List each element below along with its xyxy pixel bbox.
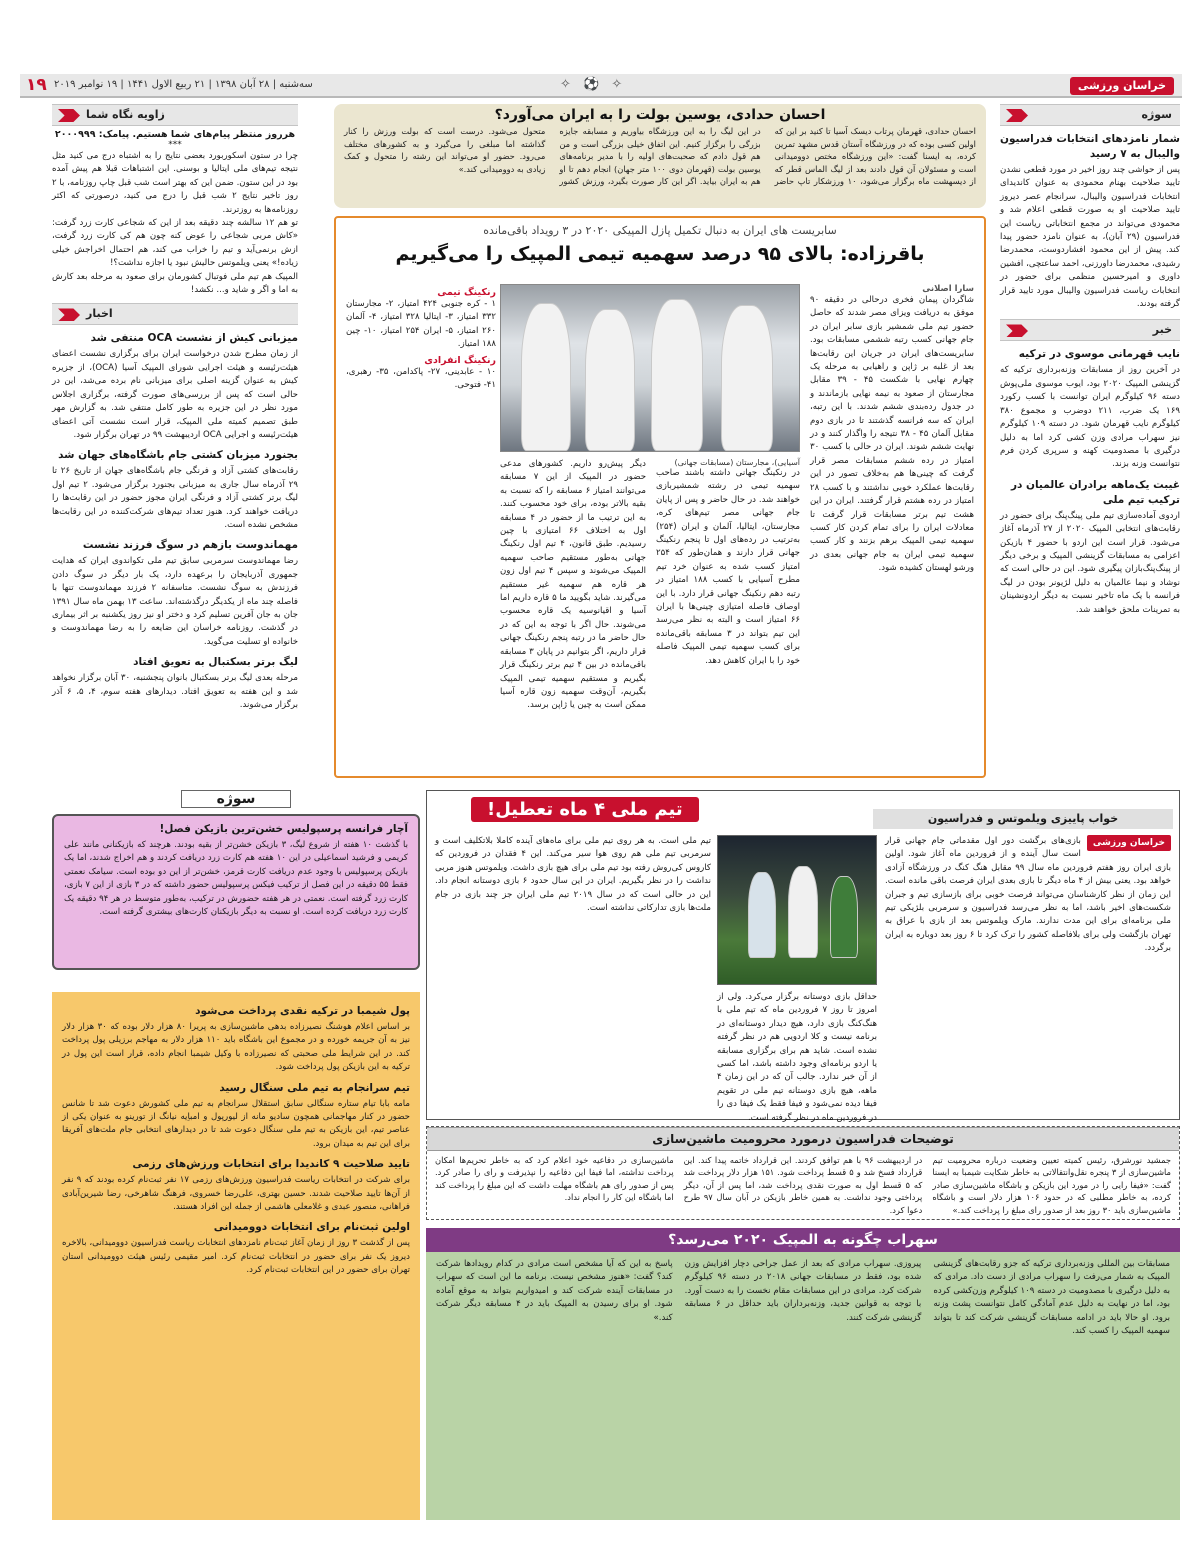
page-header bbox=[20, 74, 1182, 98]
separator-stars: *** bbox=[168, 140, 182, 150]
rank-team-label: رنکینگ تیمی bbox=[437, 287, 496, 298]
opinion-item: چرا در ستون اسکوربورد بعضی نتایج را به اشتباه درج می کنید مثل نتیجه تیم‌های ملی ایتالیا و بوسنی. این اشتباهات قبلا هم پیش آمده بود در این ستون. ضمن این که بهتر است شب قبل چاپ روزنامه، با ۲ روز تاخیر نتایج ۲ شب قبل را درج می کنید، درصورتی که اکثر روزنامه‌ها به روزترند. bbox=[52, 151, 298, 215]
olympic-title[interactable]: سهراب چگونه به المپیک ۲۰۲۰ می‌رسد؟ bbox=[426, 1228, 1180, 1252]
fencer-figure bbox=[721, 305, 773, 451]
story-col-mid-a bbox=[656, 458, 800, 772]
news-body: اردوی آماده‌سازی تیم ملی پینگ‌پنگ برای حضور در رقابت‌های انتخابی المپیک ۲۰۲۰ از ۲۷ آذرماه آغاز می‌شود. قرار است این اردو با حضور ۴ بازیکن اعزامی به مسابقات گزینشی المپیک و برخی دیگر از پینگ‌پنگ‌بازان پیگیری شود. این در حالی است که نوشاد و نیما عالمیان به دلیل لژیونر بودن در لیگ فرانسه با یک ماه تاخیر نسبت به دیگر اردونشینان به تمرینات ملحق خواهند شد. bbox=[1000, 510, 1181, 615]
rank-ind-label: رنکینگ انفرادی bbox=[424, 354, 496, 366]
story-text: شاگردان پیمان فخری درحالی در دقیقه ۹۰ موفق به دریافت ویزای مصر شدند که حاصل حضور تیم ملی شمشیر بازی سابر ایران در جام جهانی کسب رتبه ششمی مسابقات بود. سابریست‌های ایران در جریان این رقابت‌ها بعد از غلبه بر ژاپن و راهیابی به مرحله یک چهارم نهایی با شکست ۴۵ - ۳۹ مقابل مجارستان از صعود به نیمه نهایی بازماندند و در جدول رده‌بندی ششم شدند. با این رتبه، ایران که سه فرانسه گذشتند تا در بازی دوم مقابل آلمان ۴۵ - ۳۸ نتیجه را واگذار کنند و در نهایت ششم شوند. ایران در حالی با کسب ۳۰ امتیاز در رده ششم مسابقات مصر قرار گرفت که چینی‌ها هم به‌خلاف تصور در این رقابت‌ها عملکرد خوبی نداشتند و با کسب ۲۸ امتیاز در رده هشتم قرار گرفتند. ایران در این هشت تیم برتر مسابقات قرار گرفت تا معادلات ایران را برای تمام کردن کار کسب سهمیه تیمی المپیک برهم بزنند و کار کسب سهمیه تیمی ایران به جام جهانی بعدی در ورشو لهستان کشیده شود. bbox=[810, 295, 974, 574]
football-subhead: خواب پاییزی ویلموتس و فدراسیون bbox=[873, 809, 1173, 829]
right-column bbox=[1000, 104, 1180, 784]
football-text: بازی‌های برگشت دور اول مقدماتی جام جهانی قرار است سال آینده و از فروردین ماه آغاز شود. اولین بازی ایران روز هفتم فروردین ماه سال ۹۹ مقابل هنگ کنگ در ورزشگاه آزادی خواهد بود. یعنی بیش از ۴ ماه دیگر تا بازی بعدی ایران فرصت باقی مانده است. این زمان از نظر کارشناسان می‌تواند فرصت خوبی برای بازسازی تیم و جبران شکست‌های اخیر باشد، اما به نظر می‌رسد فدراسیون و سرمربی بلژیکی تیم ملی برنامه‌ای برای این مدت ندارند. مارک ویلموتس بعد از بازی با عراق به تهران بازگشت ولی برای بلافاصله کشور را ترک کرد تا ۶ روز بعد دوباره به ایران برگردد. bbox=[885, 836, 1171, 954]
photo-caption: آسیایی)، مجارستان (مسابقات جهانی) bbox=[674, 458, 800, 467]
chevron-icon bbox=[1006, 109, 1028, 122]
item-title[interactable]: پول شیمبا در ترکیه نقدی پرداخت می‌شود bbox=[195, 1005, 410, 1017]
news-title[interactable]: بجنورد میزبان کشتی جام باشگاه‌های جهان شد bbox=[58, 449, 298, 462]
section-bar-khabar bbox=[1000, 319, 1180, 341]
section-bar-soje bbox=[1000, 104, 1180, 126]
soje-banner: سوژه bbox=[181, 790, 291, 808]
section-bar-news bbox=[52, 303, 298, 325]
section-label: زاویه نگاه شما bbox=[86, 108, 165, 121]
chevron-icon bbox=[1006, 324, 1028, 337]
section-label: خبر bbox=[1152, 323, 1172, 337]
opinion-item: المپیک هم تیم ملی فوتبال کشورمان برای صعود به مرحله بعد کارش به اما و اگر و شاید و... نکشد! bbox=[52, 271, 298, 296]
fencer-figure bbox=[585, 309, 635, 451]
haddadi-body: احسان حدادی، قهرمان پرتاب دیسک آسیا تا کنید بر این که اولین کسی بوده که در ورزشگاه آستان قدس مشهد تمرین کرده، به ایسنا گفت: «این ورزشگاه مختص دوومیدانی است و مسئولان آن قول دادند بعد از لیگ الماس قطر که از دیسهشت ماه برگزار می‌شود، ۱۰ ورزشکار تاپ حاضر در این لیگ را به این ورزشگاه بیاوریم و مسابقه جایزه بزرگی را برگزار کنیم. این اتفاق خیلی بزرگی است و من هم قول دادم که صحبت‌های اولیه را با مدیر برنامه‌های یوسین بولت (قهرمان دوی ۱۰۰ متر جهان) انجام دهم تا او هم به ایران بیاید. اگر این کار صورت بگیرد، ورزش کشور متحول می‌شود. درست است که بولت ورزش را کنار گذاشته اما مبلغی را می‌گیرد و به کشورهای مختلف می‌رود. حضور او می‌تواند این رشته را متحول و کمک زیادی به دوومیدانی کند.» bbox=[344, 126, 976, 187]
haddadi-box bbox=[334, 104, 986, 208]
football-text: تیم ملی است. به هر روی تیم ملی برای ماه‌های آینده کاملا بلاتکلیف است و سرمربی تیم ملی هم روی هوا سیر می‌کند. این ۴ فقدان در فروردین که کاروس کی‌روش رفته بود تیم ملی برای هیچ بازی داشت. ویلموتس هنوز مربی نداشت را در نظر بگیریم. ایران در این سال حدود ۶ بازی دوستانه انجام داد. این در حالی است که در سال ۲۰۱۹ تیم ملی ایران جز چند بازی در جام ملت‌ها بازی تدارکاتی نداشته است. bbox=[435, 836, 711, 914]
section-label: سوژه bbox=[1141, 108, 1172, 121]
olympic-text: مسابقات بین المللی وزنه‌برداری ترکیه که جزو رقابت‌های گزینشی المپیک به شمار می‌رفت را سهراب مرادی از دست داد. مرادی که به دلیل درگیری با مصدومیت در دسته ۱۰۹ کیلوگرم وزن‌کشی کرده بود، اما در نهایت به دلیل عدم آمادگی کامل نتوانست پشت وزنه برود. او حالا باید در ادامه مسابقات گزینشی شرکت کند تا بتواند سهمیه المپیک را کسب کند. bbox=[933, 1259, 1170, 1337]
football-headline[interactable]: تیم ملی ۴ ماه تعطیل! bbox=[471, 797, 699, 822]
item-body: بر اساس اعلام هوشنگ نصیرزاده بدهی ماشین‌سازی به پریرا ۸۰ هزار دلار بوده که ۳۰ هزار دلار نیز به آن جریمه خورده و در مجموع این باشگاه باید ۱۱۰ هزار دلار به مهاجم برزیلی پول پرداخت کند. در این شرایط ملی صحبتی که نصیرزاده با وکیل شیمبا انجام داده، قرار است این پول در ترکیه به این بازیکن پول پرداخت شود. bbox=[62, 1022, 410, 1073]
item-title[interactable]: تایید صلاحیت ۹ کاندیدا برای انتخابات ورزش‌های رزمی bbox=[132, 1158, 410, 1171]
player-figure bbox=[830, 876, 858, 958]
ms-text: جمشید نورشرق، رئیس کمیته تعیین وضعیت درباره محرومیت تیم ماشین‌سازی از ۳ پنجره نقل‌وانتقالاتی به خاطر شکایت شیمبا به ایسنا گفت: «فیفا رایی را در مورد این بازیکن و باشگاه ماشین‌سازی صادر کرده، به خاطر مطلبی که در حدود ۱۰۶ هزار دلار است و باشگاه ماشین‌سازی باید ۳۰ روز بعد از صدور رای مبلغ را پرداخت کند.» bbox=[932, 1155, 1172, 1215]
story-text: دیگر پیش‌رو داریم. کشورهای مدعی حضور در المپیک از این ۷ مسابقه می‌توانند امتیاز ۶ مسابقه را که نسبت به بقیه بالاتر بوده، برای خود محسوب کنند. به این ترتیب ما از حضور در ۴ مسابقه اول به اختلاف ۶۶ امتیازی با چین رسیدیم. طبق قانون، ۴ تیم اول رنکینگ جهانی به‌طور مستقیم صاحب سهمیه المپیک می‌شوند و سپس ۴ تیم اول زون هر قاره هم سهمیه غیر مستقیم می‌گیرند. شاید بگویید ما ۵ قاره داریم اما آسیا و اقیانوسیه یک قاره محسوب می‌شوند. حال اگر با توجه به این که در حال حاضر ما در رتبه پنجم رنکینگ جهانی قرار داریم، اگر بتوانیم در پایان ۳ مسابقه باقی‌مانده در بین ۴ تیم برتر رنکینگ قرار بگیریم و مستقیم سهمیه تیمی المپیک بگیریم، آن‌وقت سهمیه زون قاره آسیا ممکن است به چین یا ژاپن برسد. bbox=[500, 459, 647, 711]
section-label: اخبار bbox=[86, 307, 113, 321]
story-col-right bbox=[810, 284, 974, 772]
item-body: مامه بابا تیام ستاره سنگالی سابق استقلال سرانجام به تیم ملی کشورش دعوت شد تا شانس حضور در کنار مهاجمانی همچون سادیو مانه از لیورپول و امباِیه نیانگ از تورینو به عنوان یکی از عناصر تیم، این بازیکن به تیم ملی سنگال دعوت شد تا در دیدارهای انتخابی جام ملت‌های آفریقا برای این تیم به میدان برود. bbox=[62, 1098, 410, 1149]
news-body: رضا مهماندوست سرمربی سابق تیم ملی تکواندوی ایران که هدایت جمهوری آذربایجان را برعهده دارد، یک بار دیگر در سوگ دادن فرزندش به سوگ نشست. متاسفانه ۲ فرزند مهماندوست تنها با فاصله چند ماه از یکدیگر درگذشته‌اند. ساعت ۱۳ بهمن ماه سال ۱۳۹۱ جان به جان آفرین تسلیم کرد و دختر او نیز روز یکشنبه بر اثر بیماری در گذشت. روزنامه خراسان این ضایعه را به رضا مهماندوست و خانواده او تسلیت می‌گوید. bbox=[52, 556, 299, 647]
ms-text: در اردیبهشت ۹۶ با هم توافق کردند. این قرارداد خاتمه پیدا کند. این قرارداد فسخ شد و ۵ قسط پرداخت شود. ۱۵۱ هزار دلار پرداخت شد که ۵ قسط اول به صورت نقدی پرداخت شد، اما پس از آن، دیگر پرداختی وجود نداشت. به همین خاطر بازیکن در آبان سال ۹۷ طرح دعوا کرد. bbox=[683, 1155, 923, 1215]
news-title[interactable]: مهماندوست بازهم در سوگ فرزند نشست bbox=[82, 539, 298, 552]
olympic-text: پیروزی. سهراب مرادی که بعد از عمل جراحی دچار افزایش وزن شده بود، فقط در مسابقات جهانی ۲۰۱۸ در دسته ۹۶ کیلوگرم شرکت کرد. مرادی در این مسابقات مقام نخست را به دست آورد. با توجه به قوانین جدید، وزنه‌برداران باید حداقل در ۶ مسابقه گزینشی شرکت کنند. bbox=[684, 1259, 922, 1323]
olympic-story bbox=[426, 1228, 1180, 1520]
football-col-right bbox=[885, 835, 1171, 1113]
story-body: پس از حواشی چند روز اخیر در مورد قطعی نشدن تایید صلاحیت بهنام محمودی به عنوان کاندیدای انتخابات فدراسیون والیبال، سرانجام عصر دیروز تایید صلاحیت او به صورت قطعی اعلام شد و محمودی می‌تواند در مجمع انتخاباتی ریاست این فدراسیون (۲۹ آبان)، به عنوان نامزد حضور پیدا کند. پیش از این محمود افشاردوست، محمدرضا رشیدی، محمدرضا داورزنی، احمد ساعتچی، افشین داوری و امیرحسین منظمی برای حضور در انتخابات ریاست فدراسیون والیبال مورد تایید قرار گرفته بودند. bbox=[1000, 165, 1180, 310]
byline: سارا اصلانی bbox=[922, 284, 974, 294]
olympic-columns bbox=[426, 1252, 1180, 1344]
chevron-icon bbox=[58, 308, 80, 321]
football-story bbox=[426, 790, 1180, 1123]
ms-columns bbox=[427, 1151, 1179, 1219]
section-bar-opinions bbox=[52, 104, 298, 126]
news-title[interactable]: نایب قهرمانی موسوی در ترکیه bbox=[1018, 348, 1180, 361]
headline-wrap bbox=[471, 797, 699, 822]
football-col-left bbox=[435, 835, 711, 1113]
news-body: از زمان مطرح شدن درخواست ایران برای برگزاری نشست اعضای هیئت‌رئیسه و هیئت اجرایی شورای المپیک آسیا (OCA)، از جزیره کیش به عنوان گزینه اصلی برای میزبانی نام برده می‌شد، این در حالی است که پس از بررسی‌های صورت گرفته، برگزاری اجلاس مورد نظر در این جزیره به طور کامل منتفی شد. به گزارش مهر طبق تصمیم کمیته ملی المپیک، قرار است نشست آتی اعضای هیئت‌رئیسه و اجرایی OCA اردیبهشت ۹۹ در تهران برگزار شود. bbox=[52, 349, 298, 440]
news-title[interactable]: لیگ برتر بسکتبال به تعویق افتاد bbox=[133, 656, 298, 669]
item-body: پس از گذشت ۳ روز از زمان آغاز ثبت‌نام نامزدهای انتخابات ریاست فدراسیون دوومیدانی، بالاخره دیروز یک نفر برای حضور در انتخابات ثبت‌نام کرد. امیر مقیمی رئیس هیئت دوومیدانی استان تهران برای حضور در این انتخابات ثبت‌نام کرد. bbox=[62, 1238, 410, 1276]
news-body: در آخرین روز از مسابقات وزنه‌برداری ترکیه که گزینشی المپیک ۲۰۲۰ بود، ایوب موسوی ملی‌پوش دسته ۹۶ کیلوگرم ایران توانست با کسب رکورد ۱۶۹ یک ضرب، ۲۱۱ دوضرب و مجموع ۳۸۰ کیلوگرم نایب قهرمان شود. در دسته ۱۰۹ کیلوگرم نیز سهراب مرادی وزن کشی کرد اما به دلیل درگیری با مصدومیت کهنه و سرپری کردن فرم نتوانست وزنه بزند. bbox=[1000, 365, 1180, 470]
haddadi-title[interactable]: احسان حدادی، یوسین بولت را به ایران می‌آورد؟ bbox=[494, 107, 826, 123]
soje-section bbox=[52, 790, 420, 980]
sms-line: هرروز منتظر پیام‌های شما هستیم. پیامک: ۲۰۰۰۹۹۹ bbox=[54, 129, 296, 140]
brand-logo: خراسان ورزشی bbox=[1070, 77, 1174, 95]
fencer-figure bbox=[651, 299, 703, 451]
ms-story bbox=[426, 1126, 1180, 1220]
story-text: در رنکینگ جهانی داشته باشند صاحب سهمیه تیمی در رشته شمشیربازی خواهند شد. در حال حاضر و پس از پایان جام جهانی مصر تیم‌های کره، مجارستان، ایتالیا، آلمان و ایران (۲۵۴) به‌ترتیب در رده‌های اول تا پنجم رنکینگ جهانی قرار دارند و همان‌طور که ۲۵۴ امتیاز کسب شده به عنوان خرد تیم مطرح آسیایی با کسب ۱۸۸ امتیاز در رتبه دهم رنکینگ جهانی قرار دارد. با این اوصاف فاصله امتیازی چینی‌ها با ایران ۶۶ امتیاز است و البته به نظر می‌رسد این تیم بتواند در ۳ مسابقه باقی‌مانده برای کسب سهمیه تیمی المپیک فاصله خود را با ایران کاهش دهد. bbox=[656, 468, 800, 666]
fencers-photo bbox=[500, 284, 800, 452]
news-title[interactable]: میزبانی کیش از نشست OCA منتفی شد bbox=[90, 332, 298, 345]
item-title[interactable]: اولین ثبت‌نام برای انتخابات دوومیدانی bbox=[213, 1221, 410, 1234]
left-column bbox=[52, 104, 298, 784]
news-title[interactable]: غیبت یک‌ماهه برادران عالمیان در ترکیب تیم ملی bbox=[1010, 478, 1180, 506]
olympic-text: پاسخ به این که آیا مشخص است مرادی در کدام رویدادها شرکت کند؟ گفت: «هنوز مشخص نیست. برنامه ما این است که سهراب در مسابقات آینده شرکت کند و امیدواریم بتواند به موقع آماده شود. او برای رسیدن به المپیک باید در ۴ مسابقه دیگر شرکت کند.» bbox=[435, 1259, 673, 1323]
rank-ind: ۱۰ - عابدینی، ۲۷- پاکدامن، ۳۵- رهبری، ۴۱- فتوحی. bbox=[346, 366, 496, 391]
story-col-left bbox=[346, 284, 496, 772]
soje-title[interactable]: آچار فرانسه پرسپولیس خشن‌ترین بازیکن فصل! bbox=[159, 823, 408, 835]
item-title[interactable]: تیم سرانجام به تیم ملی سنگال رسید bbox=[219, 1081, 410, 1094]
item-body: برای شرکت در انتخابات ریاست فدراسیون ورزش‌های رزمی ۱۷ نفر ثبت‌نام کرده بودند که ۹ نفر از آن‌ها تایید صلاحیت شدند. حسین بهتری، علی‌رضا خسروی، فرهنگ شاهرخی، رضا شیرین‌آبادی فراهانی، منصور عبدی و غلامعلی هاشمی از جمله این افراد هستند. bbox=[62, 1175, 410, 1213]
football-text: حداقل بازی دوستانه برگزار می‌کرد. ولی از امروز تا روز ۷ فروردین ماه که تیم ملی با هنگ‌کنگ بازی دارد، هیچ دیدار دوستانه‌ای در برنامه نیست و کلا اردویی هم در نظر گرفته نشده است. شاید هم برای برگزاری مسابقه یا اردو برنامه‌ای وجود داشته باشد، اما کسی از آن خبر ندارد. جالب آن که در این زمان ۴ ماهه، هیچ بازی دوستانه تیم ملی در تقویم فیفا دیده نمی‌شود و فیفا فقط یک فیفا دی را در فروردین ماه در نظر گرفته است. bbox=[717, 992, 877, 1123]
story-kicker: سابریست های ایران به دنبال تکمیل پازل المپیکی ۲۰۲۰ در ۳ رویداد باقی‌مانده bbox=[483, 224, 837, 237]
soje-box bbox=[52, 814, 420, 970]
page-number: ۱۹ bbox=[26, 75, 47, 95]
date-line: سه‌شنبه | ۲۸ آبان ۱۳۹۸ | ۲۱ ربیع الاول ۱۴۴۱ | ۱۹ نوامبر ۲۰۱۹ bbox=[54, 79, 313, 90]
fencer-figure bbox=[521, 303, 571, 451]
opinion-item: تو هم ۱۲ سالشه چند دقیقه بعد از این که شجاعی کارت زرد گرفت: «کاش مربی شجاعی را عوض کنه چون هم کی کارت زرد گرفت، ازش برنمی‌آید و تیم را خراب می کند، هم احتمال اخراجش خیلی زیاده!» یعنی ویلموتس حالیش نبود یا اجازه نداشت؟! bbox=[52, 218, 299, 269]
story-col-mid-b bbox=[500, 458, 646, 772]
story-title[interactable]: شمار نامزدهای انتخابات فدراسیون والیبال به ۷ رسید bbox=[1000, 133, 1180, 160]
player-figure bbox=[788, 866, 818, 958]
main-story bbox=[334, 216, 986, 778]
header-ornament: ✧ ⚽ ✧ bbox=[560, 77, 627, 92]
player-figure bbox=[748, 872, 776, 958]
rank-team: ۱ - کره جنوبی ۴۲۴ امتیاز، ۲- مجارستان ۳۳۲ امتیاز، ۳- ایتالیا ۳۲۸ امتیاز، ۴- آلمان ۲۶۰ امتیاز، ۵- ایران ۲۵۴ امتیاز، ۱۰- چین ۱۸۸ امتیاز. bbox=[346, 299, 497, 350]
football-photo bbox=[717, 835, 877, 985]
news-body: رقابت‌های کشتی آزاد و فرنگی جام باشگاه‌های جهان از تاریخ ۲۶ تا ۲۹ آذرماه سال جاری به میزبانی بجنورد برگزار می‌شود. ۲ تیم اول لیگ برتر کشتی آزاد و فرنگی ایران مجوز حضور در این رقابت‌ها را دریافت خواهند کرد. هنوز تعداد تیم‌های شرکت‌کننده در این رقابت‌ها مشخص نشده است. bbox=[52, 466, 298, 530]
ms-title[interactable]: توضیحات فدراسیون درمورد محرومیت ماشین‌سازی bbox=[427, 1127, 1179, 1151]
news-body: مرحله بعدی لیگ برتر بسکتبال بانوان پنجشنبه، ۳۰ آبان برگزار نخواهد شد و این هفته به تعویق افتاد. دیدارهای هفته سوم، ۴، ۵، ۶ آذر برگزار می‌شوند. bbox=[52, 673, 299, 710]
yellow-box bbox=[52, 992, 420, 1520]
chevron-icon bbox=[58, 109, 80, 122]
paper-logo: خراسان ورزشی bbox=[1087, 835, 1171, 851]
soje-body: با گذشت ۱۰ هفته از شروع لیگ، ۳ بازیکن خشن‌تر از بقیه بودند. هرچند که بازیکنانی مانند علی کریمی و فرشید اسماعیلی در این ۱۰ هفته هم کارت زرد دریافت کردند و هم اخراج شدند، اما یک بازیکن پرسپولیس با وجود عدم دریافت کارت قرمز، خشن‌تر از این دو بوده است. سیامک نعمتی فقط ۵۵ دقیقه در این فصل از ترکیب فیکس پرسپولیس حضور داشته که در ۳ بازی از این ۷ بازی، کارت زرد گرفته است. نعمتی در هر هفته حضورش در ترکیب، به‌طور متوسط در هر ۹۴ دقیقه یک کارت زرد دریافت کرده است. او نسبت به دیگر بازیکنان کارت‌های بیشتری گرفته است. bbox=[64, 840, 408, 918]
ms-text: ماشین‌سازی در دفاعیه خود اعلام کرد که به خاطر تحریم‌ها امکان پرداخت نداشته، اما فیفا این دفاعیه را نپذیرفت و رای را صادر کرد. پس از صدور رای هم باشگاه مهلت داشت که این مبلغ را پرداخت کند اما باشگاه این کار را انجام نداد. bbox=[434, 1155, 674, 1203]
football-col-mid bbox=[717, 991, 877, 1123]
story-headline[interactable]: باقرزاده: بالای ۹۵ درصد سهمیه تیمی المپیک را می‌گیریم bbox=[395, 243, 925, 265]
